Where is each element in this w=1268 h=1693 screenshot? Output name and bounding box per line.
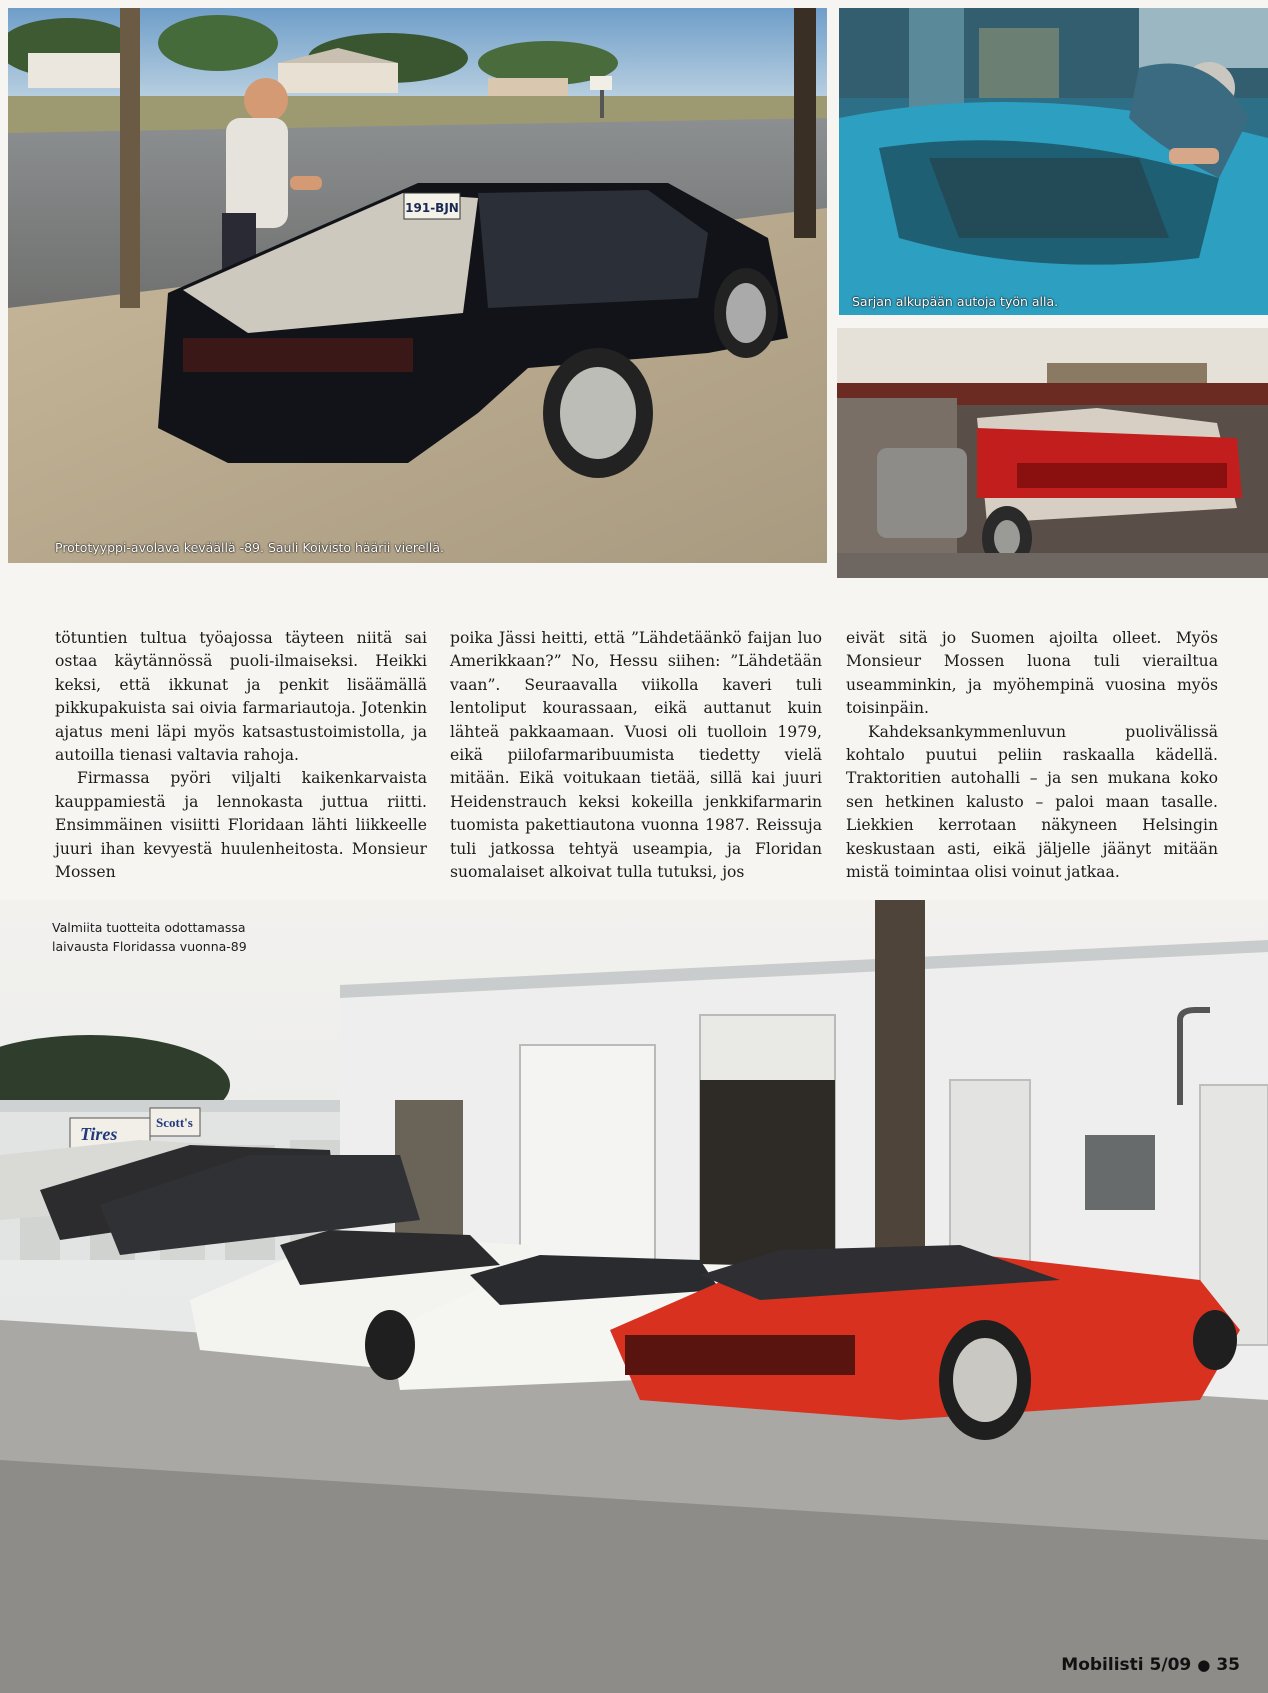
page-number: 35: [1216, 1655, 1240, 1675]
tires-sign-text: Tires: [80, 1124, 118, 1144]
article-column-1: [55, 627, 427, 884]
article-column-2: [450, 627, 822, 884]
magazine-issue: Mobilisti 5/09: [1061, 1655, 1192, 1675]
photo-workshop-blue-car: [839, 8, 1268, 315]
photo-florida-lot: [0, 900, 1268, 1693]
article-column-3: [846, 627, 1218, 884]
license-plate-text: 191-BJN: [405, 201, 459, 215]
article-paragraph: tötuntien tultua työajossa täyteen niitä sai ostaa käytännössä puoli-ilmaiseksi. Heikki keksi, että ikkunat ja penkit lisäämällä pikkupakuista sai oivia farmariautoja. Jotenkin ajatus meni läpi myös katsastustoimistolla, ja autoilla tienasi valtavia rahoja.: [55, 629, 427, 765]
article-paragraph: poika Jässi heitti, että ”Lähdetäänkö faijan luo Amerikkaan?” No, Hessu siihen: ”Lähdetään vaan”. Seuraavalla viikolla kaveri tuli lentoliput kourassaan, eikä auttanut kuin lähteä pakkaamaan. Vuosi oli tuolloin 1979, eikä piilofarmaribuumista tiedetty vielä mitään. Eikä voitukaan tietää, sillä kai juuri Heidenstrauch keksi kokeilla jenkkifarmarin tuomista pakettiautona vuonna 1987. Reissuja tuli jatkossa tehtyä useampia, ja Floridan suomalaiset alkoivat tulla tutuksi, jos: [450, 629, 822, 882]
article-paragraph: Firmassa pyöri viljalti kaikenkarvaista kauppamiestä ja lennokasta juttua riitti. Ensimmäinen visiitti Floridaan lähti liikkeelle juuri ihan kevyestä huulenheitosta. Monsieur Mossen: [55, 769, 427, 882]
photo-garage-red-car: [837, 328, 1268, 578]
scotts-sign-text: Scott's: [156, 1115, 193, 1130]
page-folio: [1061, 1655, 1240, 1675]
caption-bottom-photo: Valmiita tuotteita odottamassa laivausta Floridassa vuonna-89: [52, 920, 247, 954]
bullet-icon: ●: [1197, 1656, 1211, 1674]
caption-top-right-photo: Sarjan alkupään autoja työn alla.: [852, 294, 1059, 309]
article-paragraph: Kahdeksankymmenluvun puolivälissä kohtalo puutui peliin raskaalla kädellä. Traktoritien autohalli – ja sen mukana koko sen hetkinen kalusto – paloi maan tasalle. Liekkien kerrotaan näkyneen Helsingin keskustaan asti, eikä jäljelle jäänyt mitään mistä toimintaa olisi voinut jatkaa.: [846, 722, 1218, 882]
photo-prototype-pickup: [8, 8, 827, 563]
caption-main-photo: Prototyyppi-avolava keväällä -89. Sauli Koivisto häärii vierellä.: [55, 540, 444, 555]
article-paragraph: eivät sitä jo Suomen ajoilta olleet. Myös Monsieur Mossen luona tuli vierailtua useamminkin, ja myöhempinä vuosina myös toisinpäin.: [846, 629, 1218, 718]
